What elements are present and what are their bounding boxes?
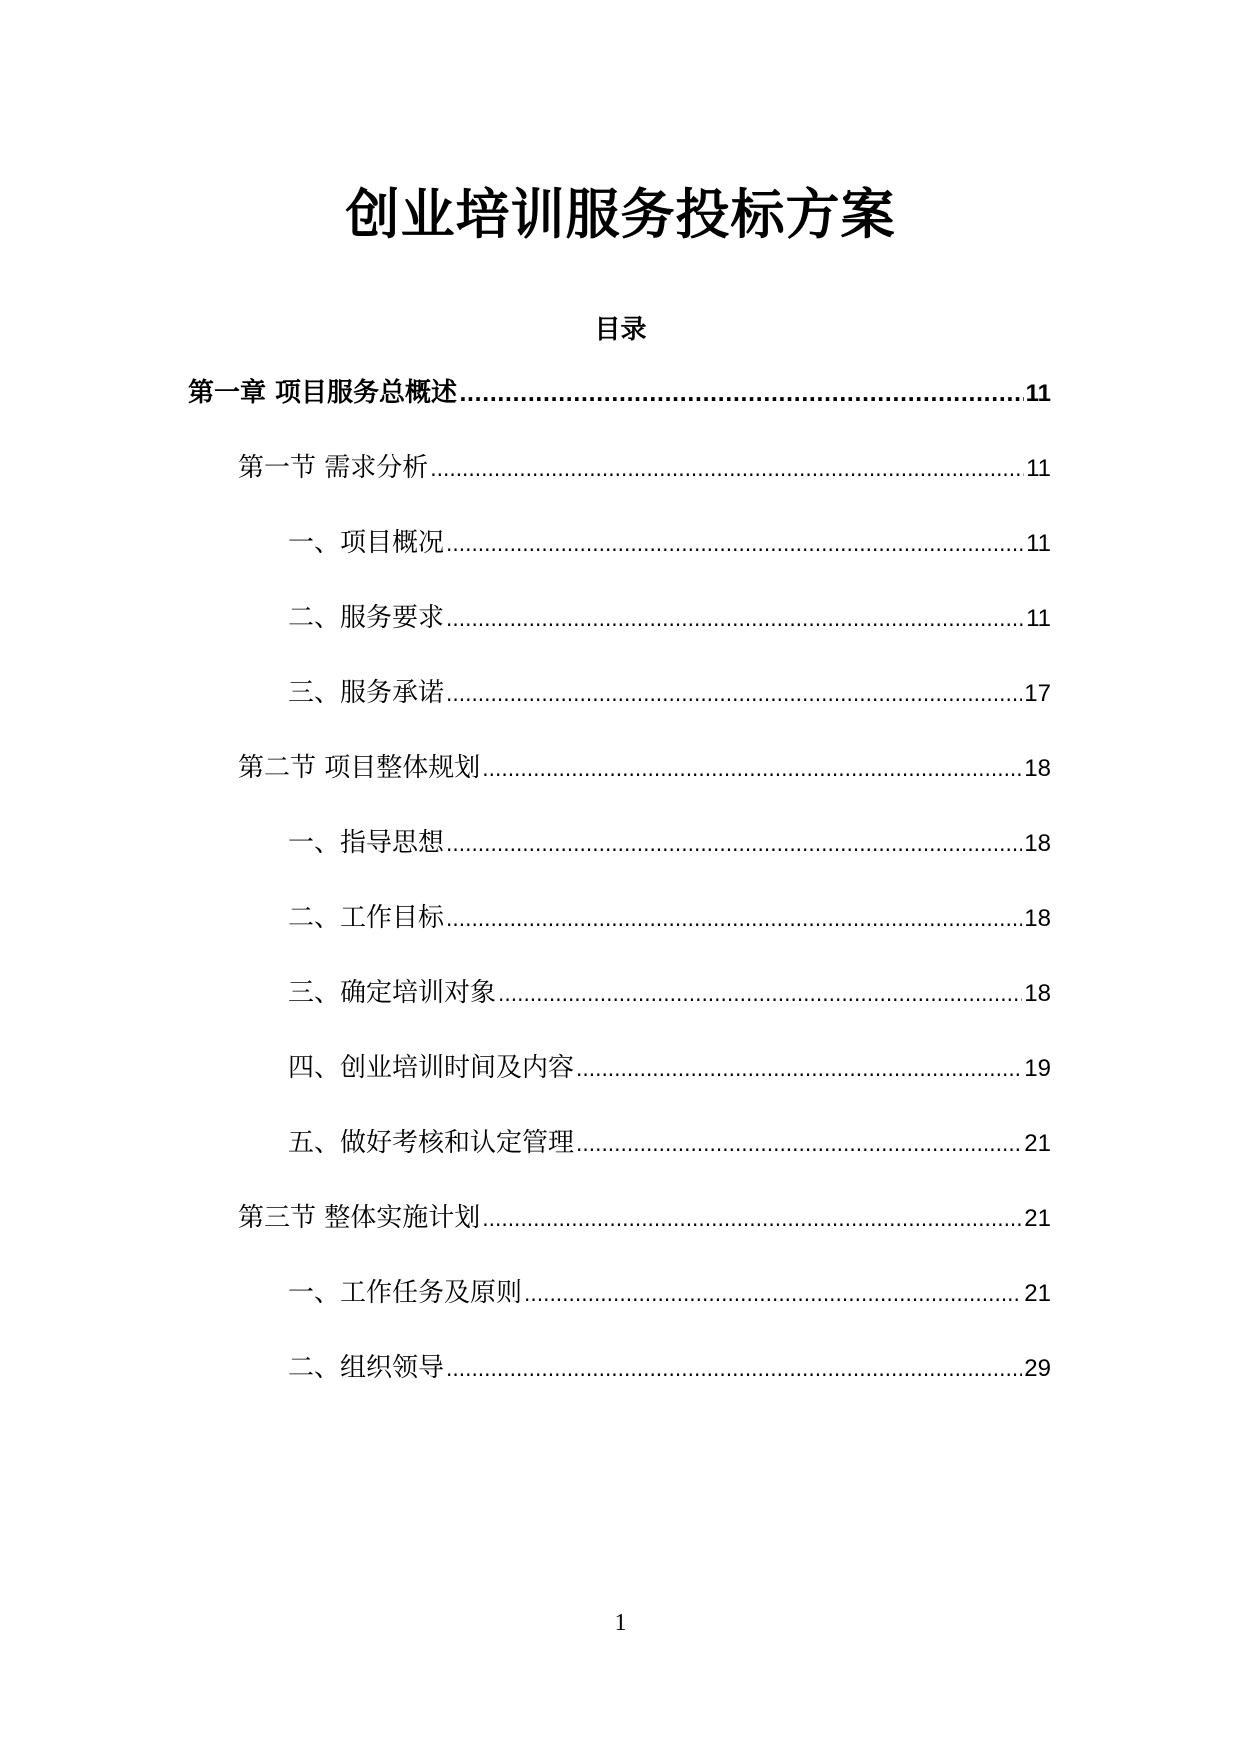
toc-dot-leader — [446, 596, 1024, 642]
toc-entry-item[interactable] — [288, 595, 1051, 641]
toc-dot-leader — [430, 446, 1024, 492]
toc-entry-page: 11 — [1026, 455, 1051, 482]
toc-entry-item[interactable] — [288, 970, 1051, 1016]
toc-entry-label: 一、项目概况 — [288, 528, 445, 558]
toc-entry-page: 11 — [1025, 380, 1051, 407]
toc-entry-item[interactable] — [288, 820, 1051, 866]
toc-dot-leader — [446, 521, 1024, 567]
toc-entry-section-1[interactable] — [238, 445, 1051, 491]
toc-entry-item[interactable] — [288, 1045, 1051, 1091]
toc-dot-leader — [482, 746, 1022, 792]
toc-entry-label: 一、指导思想 — [288, 828, 445, 858]
toc-entry-item[interactable] — [288, 1270, 1051, 1316]
toc-entry-item[interactable] — [288, 520, 1051, 566]
toc-entry-page: 29 — [1024, 1355, 1051, 1382]
toc-entry-label: 二、服务要求 — [288, 603, 445, 633]
toc-dot-leader — [576, 1121, 1022, 1167]
toc-entry-label: 三、服务承诺 — [288, 678, 445, 708]
toc-dot-leader — [446, 896, 1022, 942]
toc-entry-label: 一、工作任务及原则 — [288, 1278, 523, 1308]
toc-entry-chapter-1[interactable] — [188, 370, 1051, 416]
toc-entry-label: 二、工作目标 — [288, 903, 445, 933]
toc-entry-page: 21 — [1024, 1130, 1051, 1157]
toc-entry-page: 18 — [1024, 905, 1051, 932]
toc-entry-item[interactable] — [288, 1120, 1051, 1166]
toc-entry-page: 17 — [1024, 680, 1051, 707]
toc-entry-page: 11 — [1026, 530, 1051, 557]
toc-entry-page: 21 — [1024, 1205, 1051, 1232]
toc-heading: 目录 — [594, 315, 647, 345]
toc-entry-page: 19 — [1024, 1055, 1051, 1082]
toc-entry-page: 18 — [1024, 980, 1051, 1007]
toc-entry-label: 第一节 需求分析 — [238, 453, 429, 483]
toc-entry-item[interactable] — [288, 895, 1051, 941]
toc-entry-section-2[interactable] — [238, 745, 1051, 791]
toc-entry-label: 第一章 项目服务总概述 — [188, 378, 458, 408]
toc-dot-leader — [482, 1196, 1022, 1242]
toc-entry-item[interactable] — [288, 670, 1051, 716]
document-title: 创业培训服务投标方案 — [345, 183, 896, 246]
toc-entry-label: 二、组织领导 — [288, 1353, 445, 1383]
toc-dot-leader — [446, 821, 1022, 867]
toc-entry-label: 三、确定培训对象 — [288, 978, 497, 1008]
toc-entry-label: 五、做好考核和认定管理 — [288, 1128, 575, 1158]
toc-entry-item[interactable] — [288, 1345, 1051, 1391]
toc-entry-page: 18 — [1024, 755, 1051, 782]
toc-dot-leader — [498, 971, 1022, 1017]
toc-dot-leader — [446, 1346, 1022, 1392]
toc-entry-section-3[interactable] — [238, 1195, 1051, 1241]
toc-entry-label: 第三节 整体实施计划 — [238, 1203, 481, 1233]
toc-dot-leader — [459, 371, 1024, 417]
toc-entry-page: 11 — [1026, 605, 1051, 632]
page-number: 1 — [614, 1610, 627, 1636]
toc-entry-label: 四、创业培训时间及内容 — [288, 1053, 575, 1083]
toc-dot-leader — [524, 1271, 1022, 1317]
toc-entry-page: 21 — [1024, 1280, 1051, 1307]
toc-dot-leader — [446, 671, 1022, 717]
toc-entry-page: 18 — [1024, 830, 1051, 857]
toc-entry-label: 第二节 项目整体规划 — [238, 753, 481, 783]
toc-dot-leader — [576, 1046, 1022, 1092]
